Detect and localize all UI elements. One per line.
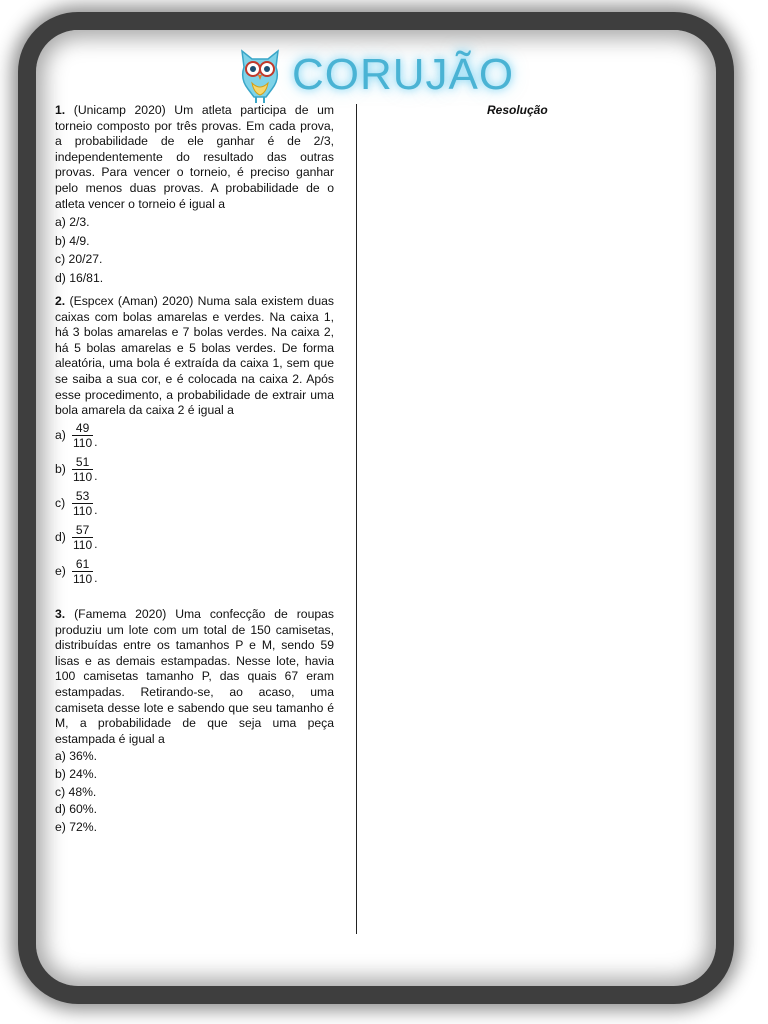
numerator: 61 — [75, 557, 90, 572]
column-divider — [356, 104, 357, 934]
numerator: 49 — [75, 421, 90, 436]
question-text: (Famema 2020) Uma confecção de roupas produziu um lote com um total de 150 camisetas, distribuídas entre os tamanhos P e M, sendo 59 lisas e as demais estampadas. Nesse lote, havia 100 camisetas tamanho P, das quais 67 eram estampadas. Retirando-se, ao acaso, uma camiseta desse lote e sabendo que seu tamanho é M, a probabilidade de que seja uma peça estampada é igual a — [55, 607, 334, 746]
fraction — [72, 557, 93, 586]
logo-text: CORUJÃO — [292, 50, 515, 99]
numerator: 57 — [75, 523, 90, 538]
question-text: (Espcex (Aman) 2020) Numa sala existem duas caixas com bolas amarelas e verdes. Na caixa 1, há 3 bolas amarelas e 7 bolas verdes. Na caixa 2, há 5 bolas amarelas e 5 bolas verdes. De forma aleatória, uma bola é extraída da caixa 1, sem que se saiba a sua cor, e é colocada na caixa 2. Após esse procedimento, a probabilidade de extrair uma bola amarela da caixa 2 é igual a — [55, 294, 334, 418]
option-label: e) — [55, 563, 66, 578]
numerator: 51 — [75, 455, 90, 470]
option-b: b) 24%. — [55, 766, 98, 781]
option-label: b) — [55, 461, 66, 476]
option-d: d) 60%. — [55, 802, 98, 817]
owl-icon — [236, 45, 284, 105]
question-text: (Unicamp 2020) Um atleta participa de um torneio composto por três provas. Em cada prova, a probabilidade de ele ganhar é de 2/3, independentemente do resultado das outras provas. Para vencer o torneio, é preciso ganhar pelo menos duas provas. A probabilidade de o atleta vencer o torneio é igual a — [55, 103, 334, 211]
question-number: 3. — [55, 607, 66, 621]
denominator: 110 — [73, 470, 93, 485]
denominator: 110 — [73, 504, 93, 519]
option-d: d) 16/81. — [55, 270, 104, 285]
option-label: c) — [55, 495, 66, 510]
fraction — [72, 523, 93, 552]
option-c: c) 20/27. — [55, 252, 103, 267]
resolution-title: Resolução — [487, 103, 548, 117]
option-e: e) $\frac{61}{110}$ . — [55, 557, 98, 587]
fraction — [72, 455, 93, 484]
option-d: d) $\frac{57}{110}$ . — [55, 523, 98, 553]
option-c: c) $\frac{53}{110}$ . — [55, 489, 98, 519]
question-3 — [55, 607, 334, 835]
denominator: 110 — [73, 538, 93, 553]
question-2 — [55, 294, 334, 589]
option-c: c) 48%. — [55, 784, 97, 799]
fraction — [72, 489, 93, 518]
denominator: 110 — [73, 436, 93, 451]
option-e: e) 72%. — [55, 819, 98, 834]
question-number: 1. — [55, 103, 66, 117]
option-a: a) 2/3. — [55, 215, 90, 230]
option-a: a) 36%. — [55, 749, 98, 764]
fraction — [72, 421, 93, 450]
option-b: b) $\frac{51}{110}$ . — [55, 455, 98, 485]
option-label: a) — [55, 427, 66, 442]
denominator: 110 — [73, 572, 93, 587]
numerator: 53 — [75, 489, 90, 504]
logo — [236, 44, 514, 106]
question-number: 2. — [55, 294, 66, 308]
option-label: d) — [55, 529, 66, 544]
question-1 — [55, 103, 334, 287]
option-a: a) $\frac{49}{110}$ . — [55, 421, 98, 451]
option-b: b) 4/9. — [55, 233, 90, 248]
